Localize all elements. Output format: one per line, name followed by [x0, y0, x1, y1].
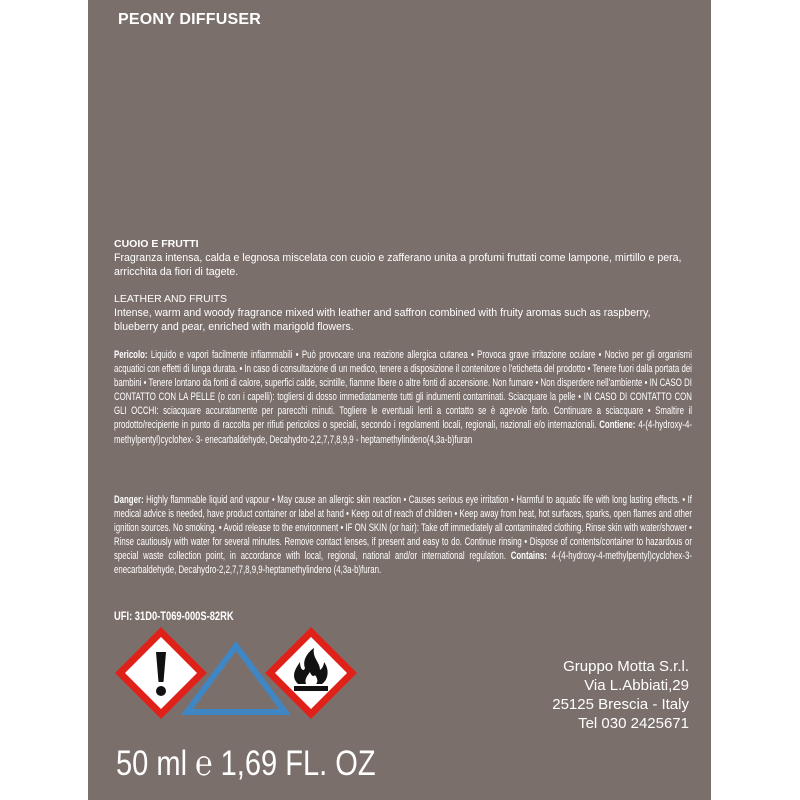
hazard-statement-english [114, 493, 692, 578]
ufi-code: UFI: 31D0-T069-000S-82RK [114, 609, 234, 623]
hazard-statement-italian [114, 348, 692, 447]
contains-text: 4-(4-hydroxy-4-methylpentyl)cyclohex-3-enecarbaldehyde, Decahydro-2,2,7,7,8,9,9-heptamethylindeno (4,3a-b)furan. [114, 550, 692, 577]
flame-pictogram-icon [270, 632, 352, 714]
product-label [88, 0, 711, 800]
contiene-label: Contiene: [599, 419, 636, 432]
italian-fragrance-heading: CUOIO E FRUTTI [114, 238, 199, 250]
pericolo-text: Liquido e vapori facilmente infiammabili • Può provocare una reazione allergica cutanea • Provoca grave irritazione oculare • Nocivo per gli organismi acquatici con effetti di lunga durata. • In caso di consultazione di un medico, tenere a disposizione il contenitore o l'etichetta del prodotto • Tenere fuori dalla portata dei bambini • Tenere lontano da fonti di calore, superfici calde, scintille, fiamme libere o altre fonti di accensione. Non fumare • Non disperdere nell'ambiente • IN CASO DI CONTATTO CON LA PELLE (o con i capelli): togliersi di dosso immediatamente tutti gli indumenti contaminati. Sciacquare la pelle • IN CASO DI CONTATTO CON GLI OCCHI: sciacquare accuratamente per parecchi minuti. Togliere le eventuali lenti a contatto se è agevole farlo. Continuare a sciacquare • Smaltire il prodotto/recipiente in punto di raccolta per rifiuti pericolosi o speciali, secondo i regolamenti locali, regionali, nazionali e/o internazionali. [114, 349, 692, 432]
hazard-pictograms [114, 626, 374, 726]
english-fragrance-heading: LEATHER AND FRUITS [114, 293, 227, 305]
company-city: 25125 Brescia - Italy [552, 696, 689, 713]
triangle-outline-icon [187, 646, 285, 712]
company-address [552, 657, 689, 733]
company-phone: Tel 030 2425671 [578, 715, 689, 732]
contiene-text: 4-(4-hydroxy-4-methylpentyl)cyclohex- 3- enecarbaldehyde, Decahydro-2,2,7,7,8,9,9 - heptamethylindeno(4,3a-b)furan [114, 419, 692, 446]
exclamation-mark-pictogram-icon [120, 632, 202, 714]
volume-net-content: 50 ml ℮ 1,69 FL. OZ [116, 744, 376, 783]
pericolo-label: Pericolo: [114, 349, 148, 361]
company-street: Via L.Abbiati,29 [584, 677, 689, 694]
danger-text: Highly flammable liquid and vapour • May cause an allergic skin reaction • Causes serious eye irritation • Harmful to aquatic life with long lasting effects. • If medical advice is needed, have product container or label at hand • Keep out of reach of children • Keep away from heat, hot surfaces, sparks, open flames and other ignition sources. No smoking. • Avoid release to the environment • IF ON SKIN (or hair): Take off immediately all contaminated clothing. Rinse skin with water/shower • Rinse cautiously with water for several minutes. Remove contact lenses, if present and easy to do. Continue rinsing • Dispose of contents/container to hazardous or special waste collection point, in accordance with local, regional, national and/or international regulation. [114, 494, 692, 563]
danger-label: Danger: [114, 494, 144, 506]
italian-fragrance-description: Fragranza intensa, calda e legnosa miscelata con cuoio e zafferano unita a profumi fruttati come lampone, mirtillo e pera, arricchita da fiori di tagete. [114, 252, 682, 278]
english-fragrance-description: Intense, warm and woody fragrance mixed with leather and saffron combined with fruity aromas such as raspberry, blueberry and pear, enriched with marigold flowers. [114, 307, 651, 333]
company-name: Gruppo Motta S.r.l. [563, 658, 689, 675]
product-title: PEONY DIFFUSER [118, 11, 261, 28]
contains-label: Contains: [510, 550, 547, 563]
